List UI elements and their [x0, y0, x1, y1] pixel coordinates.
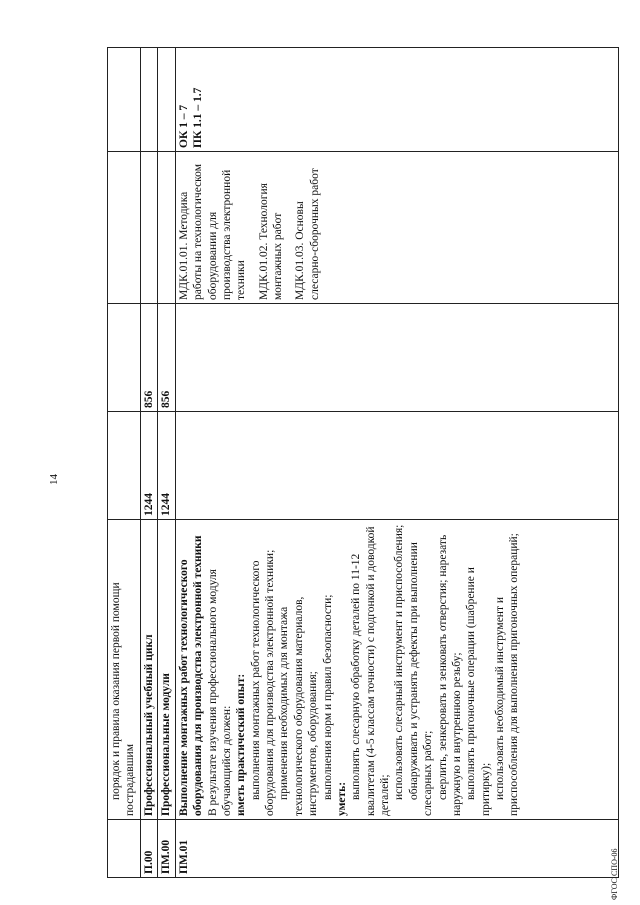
module-line: выполнять пригоночные операции (шабрение и притирку); — [465, 567, 492, 816]
name-cell: Профессиональный учебный цикл — [141, 520, 158, 820]
required-cell: 856 — [141, 304, 158, 412]
competency-cell — [141, 48, 158, 152]
mdk-cell — [158, 152, 175, 304]
max-load-cell: 1244 — [141, 412, 158, 520]
competency-cell — [108, 48, 141, 152]
table-row — [158, 48, 175, 878]
mdk-item: МДК.01.02. Технология монтажных работ — [257, 183, 284, 300]
module-line: обнаруживать и устранять дефекты при выполнении слесарных работ; — [407, 542, 435, 816]
module-line: сверлить, зенкеровать и зенковать отверстия; нарезать наружную и внутреннюю резьбу; — [436, 534, 463, 816]
max-load-cell — [175, 412, 618, 520]
table-row — [108, 48, 141, 878]
module-line: выполнения монтажных работ технологического оборудования для производства электронной техники; — [249, 549, 276, 816]
footer-code: ФГОС СПО-06 — [610, 848, 619, 900]
required-cell: 856 — [158, 304, 175, 412]
code-cell: ПМ.01 — [175, 820, 618, 878]
module-line: использовать необходимый инструмент и приспособления для выполнения пригоночных операций; — [494, 533, 521, 816]
table-row — [141, 48, 158, 878]
mdk-cell — [108, 152, 141, 304]
code-cell — [108, 820, 141, 878]
name-cell — [175, 520, 618, 820]
module-line: иметь практический опыт: — [235, 673, 248, 816]
curriculum-table — [107, 47, 619, 878]
table-row — [175, 48, 618, 878]
name-cell: порядок и правила оказания первой помощи пострадавшим — [108, 520, 141, 820]
name-cell: Профессиональные модули — [158, 520, 175, 820]
required-cell — [108, 304, 141, 412]
mdk-item: МДК.01.03. Основы слесарно-сборочных работ — [294, 168, 321, 300]
curriculum-table-container — [107, 48, 607, 878]
module-line: использовать слесарный инструмент и приспособления; — [393, 524, 406, 800]
mdk-cell — [175, 152, 618, 304]
module-title: Выполнение монтажных работ технологического оборудования для производства электронной техники — [177, 535, 205, 816]
max-load-cell — [108, 412, 141, 520]
competency-cell — [175, 48, 618, 152]
code-cell: ПМ.00 — [158, 820, 175, 878]
code-cell: П.00 — [141, 820, 158, 878]
competency-item: ПК 1.1 – 1.7 — [192, 87, 205, 148]
module-line: В результате изучения профессионального модуля обучающийся должен: — [206, 569, 233, 816]
page-number: 14 — [48, 474, 60, 485]
competency-item: ОК 1 – 7 — [177, 104, 190, 148]
module-line: уметь: — [335, 781, 348, 816]
competency-cell — [158, 48, 175, 152]
mdk-item: МДК.01.01. Методика работы на технологическом оборудовании для производства электронной техники — [177, 164, 248, 300]
module-line: выполнять слесарную обработку деталей по 11-12 квалитетам (4-5 классам точности) с подгонкой и доводкой деталей; — [350, 526, 391, 816]
mdk-cell — [141, 152, 158, 304]
required-cell — [175, 304, 618, 412]
module-line: выполнения норм и правил безопасности; — [321, 594, 334, 800]
module-line: применения необходимых для монтажа технологического оборудования материалов, инструментов, оборудования; — [278, 596, 320, 816]
max-load-cell: 1244 — [158, 412, 175, 520]
